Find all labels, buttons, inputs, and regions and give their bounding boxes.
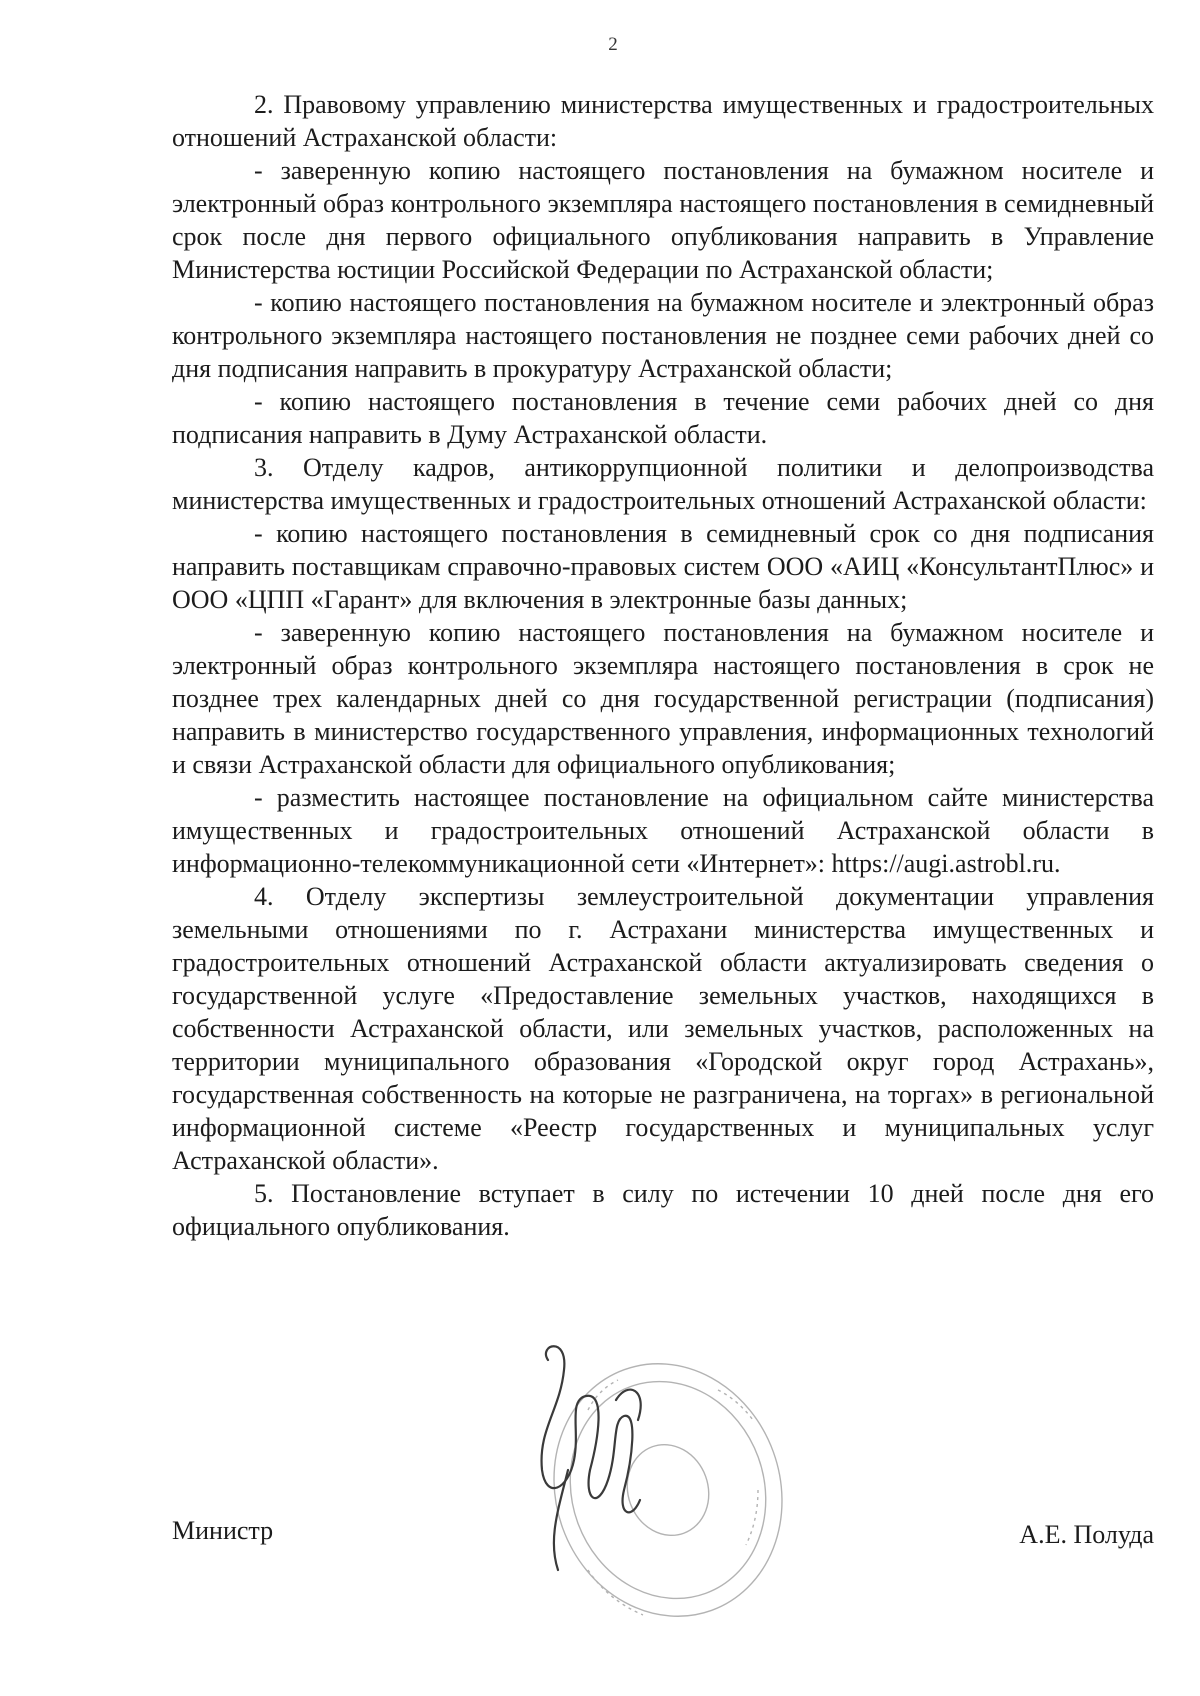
signatory-name: А.Е. Полуда <box>1019 1520 1154 1549</box>
paragraph-2-intro: 2. Правовому управлению министерства имущественных и градостроительных отношений Астраханской области: <box>172 90 1154 152</box>
paragraph-3-item-3: - разместить настоящее постановление на официальном сайте министерства имущественных и градостроительных отношений Астраханской области в информационно-телекоммуникационной сети «Интернет»: https://augi.astrobl.ru. <box>172 783 1154 878</box>
paragraph-3-item-1: - копию настоящего постановления в семидневный срок со дня подписания направить поставщикам справочно-правовых систем ООО «АИЦ «КонсультантПлюс» и ООО «ЦПП «Гарант» для включения в электронные базы данных; <box>172 519 1154 614</box>
paragraph-2-item-3: - копию настоящего постановления в течение семи рабочих дней со дня подписания направить в Думу Астраханской области. <box>172 387 1154 449</box>
signature-icon <box>542 1346 641 1570</box>
paragraph-2-item-1: - заверенную копию настоящего постановления на бумажном носителе и электронный образ контрольного экземпляра настоящего постановления в семидневный срок после дня первого официального опубликования направить в Управление Министерства юстиции Российской Федерации по Астраханской области; <box>172 156 1154 284</box>
paragraph-2-item-2: - копию настоящего постановления на бумажном носителе и электронный образ контрольного экземпляра настоящего постановления не позднее семи рабочих дней со дня подписания направить в прокуратуру Астраханской области; <box>172 288 1154 383</box>
page-number: 2 <box>608 34 618 55</box>
seal-icon <box>528 1340 788 1649</box>
paragraph-3-item-2: - заверенную копию настоящего постановления на бумажном носителе и электронный образ контрольного экземпляра настоящего постановления в срок не позднее трех календарных дней со дня государственной регистрации (подписания) направить в министерство государственного управления, информационных технологий и связи Астраханской области для официального опубликования; <box>172 618 1154 779</box>
document-body <box>172 88 1154 1243</box>
paragraph-3-intro: 3. Отделу кадров, антикоррупционной политики и делопроизводства министерства имущественных и градостроительных отношений Астраханской области: <box>172 453 1154 515</box>
signatory-position: Министр <box>172 1516 274 1545</box>
official-stamp-and-signature <box>528 1340 788 1660</box>
paragraph-4: 4. Отделу экспертизы землеустроительной документации управления земельными отношениями по г. Астрахани министерства имущественных и градостроительных отношений Астраханской области актуализировать сведения о государственной услуге «Предоставление земельных участков, находящихся в собственности Астраханской области, или земельных участков, расположенных на территории муниципального образования «Городской округ город Астрахань», государственная собственность на которые не разграничена, на торгах» в региональной информационной системе «Реестр государственных и муниципальных услуг Астраханской области». <box>172 882 1154 1175</box>
paragraph-5: 5. Постановление вступает в силу по истечении 10 дней после дня его официального опубликования. <box>172 1179 1154 1241</box>
